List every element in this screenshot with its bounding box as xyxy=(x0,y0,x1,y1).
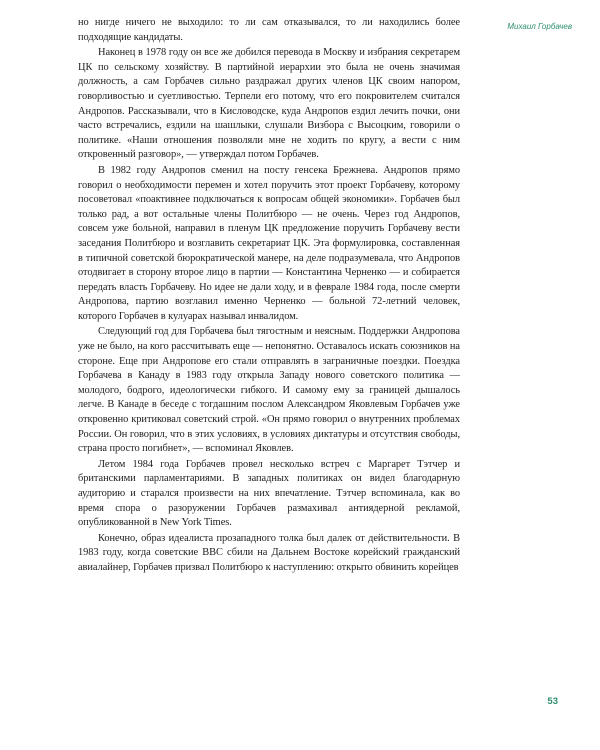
page-number: 53 xyxy=(547,696,558,707)
running-head: Михаил Горбачев xyxy=(507,22,572,31)
paragraph: Наконец в 1978 году он все же добился перевода в Москву и избрания секретарем ЦК по сельскому хозяйству. В партийной иерархии это была не очень значимая должность, а сам Горбачев сильно раздражал других членов ЦК своим напором, говорливостью и суетливостью. Терпели его потому, что его покровителем считался Андропов. Рассказывали, что в Кисловодске, куда Андропов ездил лечить почки, они часто встречались, ездили на шашлыки, слушали Визбора с Высоцким, говорили о политике. «Наши отношения позволяли мне не ходить по кругу, а вести с ним откровенный разговор», — утверждал потом Горбачев. xyxy=(78,47,460,161)
paragraph: В 1982 году Андропов сменил на посту генсека Брежнева. Андропов прямо говорил о необходимости перемен и хотел поручить этот проект Горбачеву, которому посоветовал «поактивнее подключаться к вопросам общей экономики». Горбачев был только рад, а вот остальные члены Политбюро — не очень. Через год Андропов, совсем уже больной, направил в пленум ЦК предложение поручить Горбачеву вести заседания Политбюро и возглавить секретариат ЦК. Эта формулировка, составленная в типичной советской бюрократической манере, на деле подразумевала, что Андропов отодвигает в сторону второе лицо в партии — Константина Черненко — и собирается передать власть Горбачеву. Но идее не дали ходу, и в феврале 1984 года, после смерти Андропова, партию возглавил именно Черненко — больной 72-летний человек, которого Горбачев в кулуарах называл инвалидом. xyxy=(78,164,460,322)
paragraph: Конечно, образ идеалиста прозападного толка был далек от действительности. В 1983 году, когда советские ВВС сбили на Дальнем Востоке корейский гражданский авиалайнер, Горбачев призвал Политбюро к наступлению: открыто обвинить корейцев xyxy=(78,532,460,573)
paragraph: Летом 1984 года Горбачев провел несколько встреч с Маргарет Тэтчер и британскими парламентариями. В западных политиках он видел благодарную аудиторию и старался произвести на них впечатление. Тэтчер вспоминала, как во время спора о разоружении Горбачев размахивал антиядерной рекламой, опубликованной в New York Times. xyxy=(78,458,460,529)
body-text xyxy=(78,16,460,576)
paragraph: но нигде ничего не выходило: то ли сам отказывался, то ли находились более подходящие кандидаты. xyxy=(78,17,460,43)
paragraph: Следующий год для Горбачева был тягостным и неясным. Поддержки Андропова уже не было, на кого рассчитывать еще — непонятно. Оставалось искать союзников на стороне. Еще при Андропове его стали отправлять в заграничные поездки. Поездка Горбачева в Канаду в 1983 году открыла Западу нового советского политика — молодого, бодрого, идеологически гибкого. И самому ему за границей дышалось легче. В Канаде в беседе с тогдашним послом Александром Яковлевым Горбачев уже откровенно критиковал советский строй. «Он прямо говорил о внутренних проблемах России. Он говорил, что в этих условиях, в условиях диктатуры и отсутствия свободы, страна просто погибнет», — вспоминал Яковлев. xyxy=(78,326,460,455)
